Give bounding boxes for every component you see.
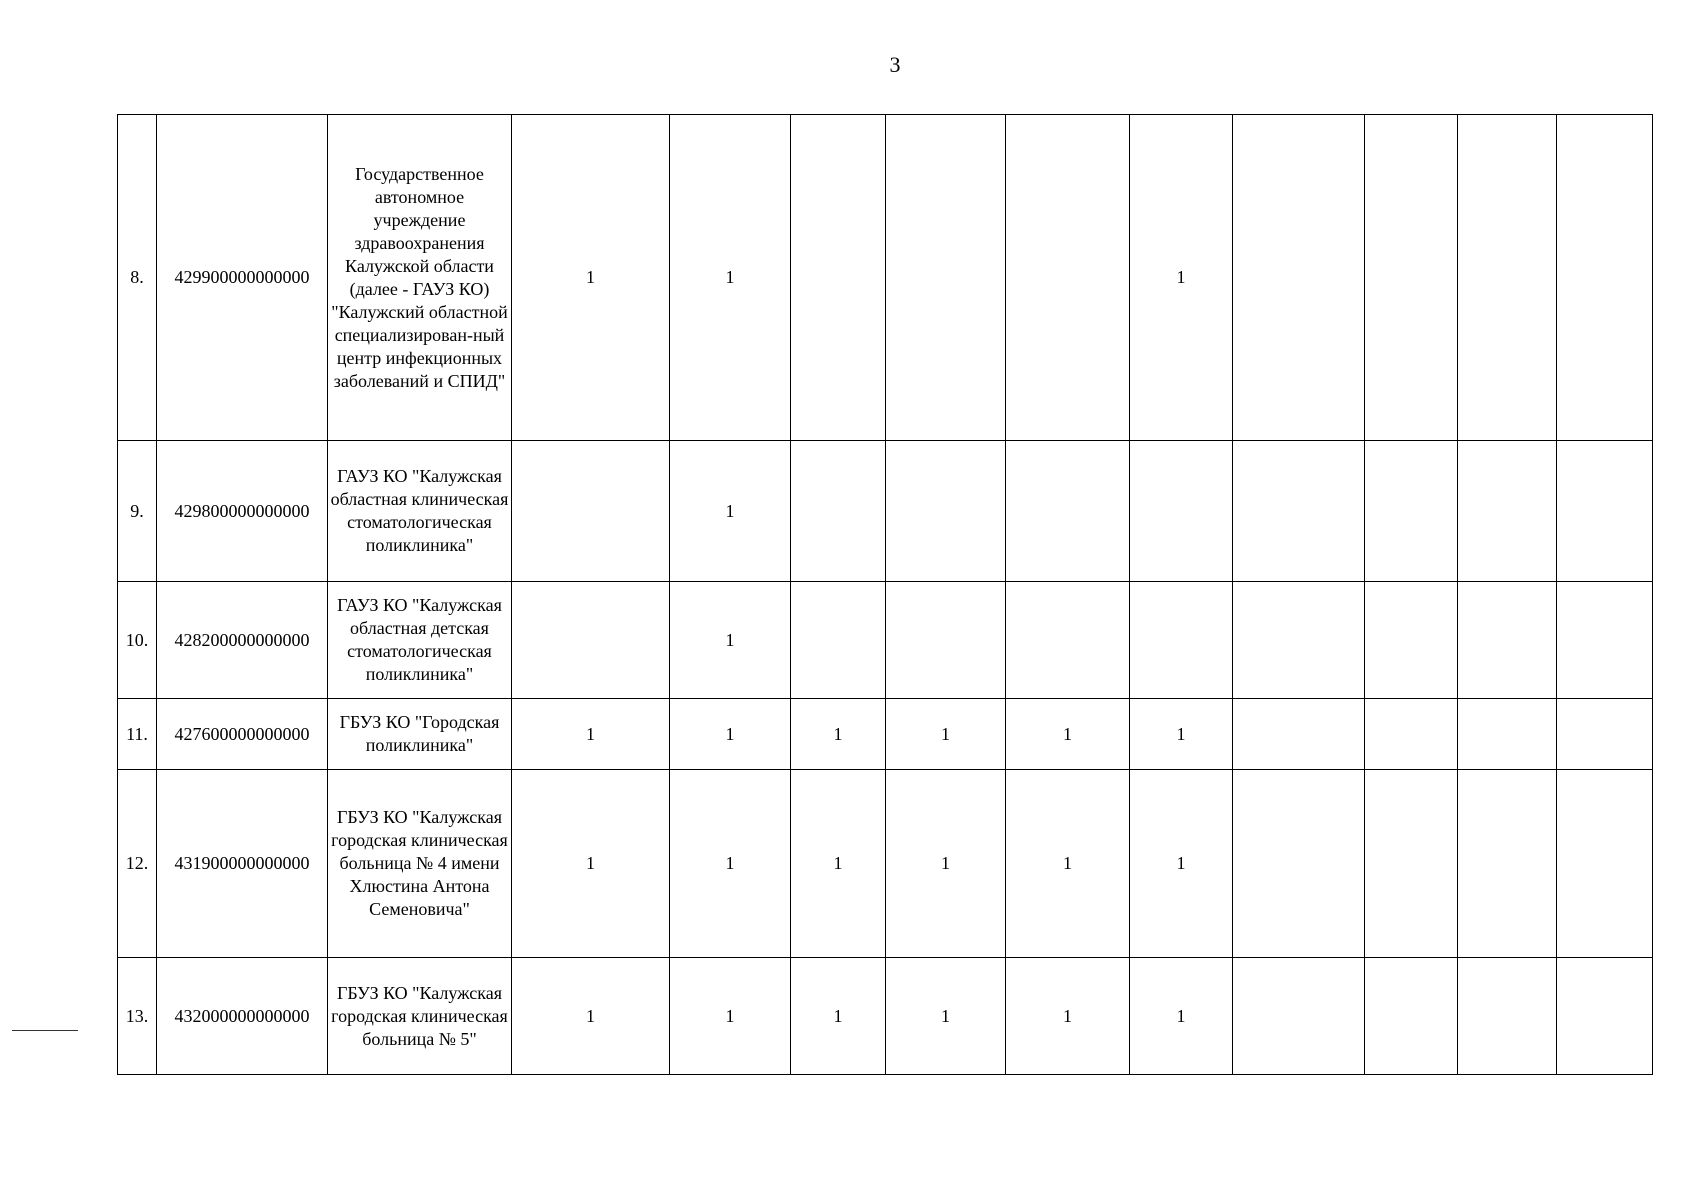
row-organization-name: Государственное автономное учреждение здравоохранения Калужской области (далее - ГАУЗ КО) "Калужский областной специализирован-ный центр инфекционных заболеваний и СПИД" — [328, 115, 512, 441]
row-value-4 — [886, 441, 1006, 582]
row-code: 431900000000000 — [157, 770, 328, 958]
row-value-3 — [791, 582, 886, 699]
row-value-9 — [1458, 958, 1557, 1075]
row-organization-name: ГБУЗ КО "Калужская городская клиническая больница № 4 имени Хлюстина Антона Семеновича" — [328, 770, 512, 958]
row-value-8 — [1365, 115, 1458, 441]
row-organization-name: ГБУЗ КО "Калужская городская клиническая больница № 5" — [328, 958, 512, 1075]
row-value-2: 1 — [670, 770, 791, 958]
row-number: 10. — [118, 582, 157, 699]
table-body — [118, 115, 1653, 1075]
row-value-4: 1 — [886, 958, 1006, 1075]
row-value-8 — [1365, 582, 1458, 699]
row-code: 429900000000000 — [157, 115, 328, 441]
row-value-8 — [1365, 441, 1458, 582]
row-value-1 — [512, 441, 670, 582]
row-value-7 — [1233, 958, 1365, 1075]
row-value-2: 1 — [670, 699, 791, 770]
row-number: 11. — [118, 699, 157, 770]
table-row — [118, 699, 1653, 770]
row-value-5 — [1006, 115, 1130, 441]
row-value-7 — [1233, 699, 1365, 770]
row-number: 13. — [118, 958, 157, 1075]
row-value-8 — [1365, 699, 1458, 770]
row-code: 428200000000000 — [157, 582, 328, 699]
row-value-6 — [1130, 441, 1233, 582]
row-value-10 — [1557, 770, 1653, 958]
row-value-2: 1 — [670, 582, 791, 699]
row-value-10 — [1557, 441, 1653, 582]
row-number: 12. — [118, 770, 157, 958]
row-value-9 — [1458, 115, 1557, 441]
row-value-4 — [886, 582, 1006, 699]
row-value-9 — [1458, 582, 1557, 699]
row-value-5: 1 — [1006, 958, 1130, 1075]
table-row — [118, 441, 1653, 582]
row-organization-name: ГБУЗ КО "Городская поликлиника" — [328, 699, 512, 770]
row-number: 8. — [118, 115, 157, 441]
row-value-3 — [791, 115, 886, 441]
row-value-10 — [1557, 115, 1653, 441]
row-value-7 — [1233, 441, 1365, 582]
row-value-10 — [1557, 958, 1653, 1075]
table-row — [118, 770, 1653, 958]
row-value-6: 1 — [1130, 699, 1233, 770]
row-value-9 — [1458, 770, 1557, 958]
row-code: 429800000000000 — [157, 441, 328, 582]
row-value-1: 1 — [512, 699, 670, 770]
row-value-10 — [1557, 699, 1653, 770]
row-value-1: 1 — [512, 958, 670, 1075]
row-organization-name: ГАУЗ КО "Калужская областная детская стоматологическая поликлиника" — [328, 582, 512, 699]
row-value-3: 1 — [791, 699, 886, 770]
row-value-10 — [1557, 582, 1653, 699]
row-value-4 — [886, 115, 1006, 441]
row-value-7 — [1233, 582, 1365, 699]
row-value-2: 1 — [670, 441, 791, 582]
row-code: 427600000000000 — [157, 699, 328, 770]
row-value-5: 1 — [1006, 699, 1130, 770]
row-value-5: 1 — [1006, 770, 1130, 958]
row-value-8 — [1365, 770, 1458, 958]
row-value-6: 1 — [1130, 770, 1233, 958]
row-value-6 — [1130, 582, 1233, 699]
row-value-3: 1 — [791, 770, 886, 958]
row-value-8 — [1365, 958, 1458, 1075]
row-value-4: 1 — [886, 770, 1006, 958]
row-value-6: 1 — [1130, 958, 1233, 1075]
row-value-3: 1 — [791, 958, 886, 1075]
table-row — [118, 115, 1653, 441]
table-row — [118, 582, 1653, 699]
scan-artifact-line — [12, 1030, 78, 1031]
row-value-7 — [1233, 770, 1365, 958]
row-value-1: 1 — [512, 115, 670, 441]
row-value-5 — [1006, 441, 1130, 582]
data-table — [117, 114, 1653, 1075]
row-organization-name: ГАУЗ КО "Калужская областная клиническая стоматологическая поликлиника" — [328, 441, 512, 582]
table-row — [118, 958, 1653, 1075]
row-value-9 — [1458, 699, 1557, 770]
row-code: 432000000000000 — [157, 958, 328, 1075]
row-value-6: 1 — [1130, 115, 1233, 441]
row-value-9 — [1458, 441, 1557, 582]
row-number: 9. — [118, 441, 157, 582]
row-value-3 — [791, 441, 886, 582]
row-value-4: 1 — [886, 699, 1006, 770]
row-value-5 — [1006, 582, 1130, 699]
row-value-2: 1 — [670, 958, 791, 1075]
page-number: 3 — [889, 52, 901, 77]
row-value-1: 1 — [512, 770, 670, 958]
row-value-1 — [512, 582, 670, 699]
row-value-7 — [1233, 115, 1365, 441]
row-value-2: 1 — [670, 115, 791, 441]
